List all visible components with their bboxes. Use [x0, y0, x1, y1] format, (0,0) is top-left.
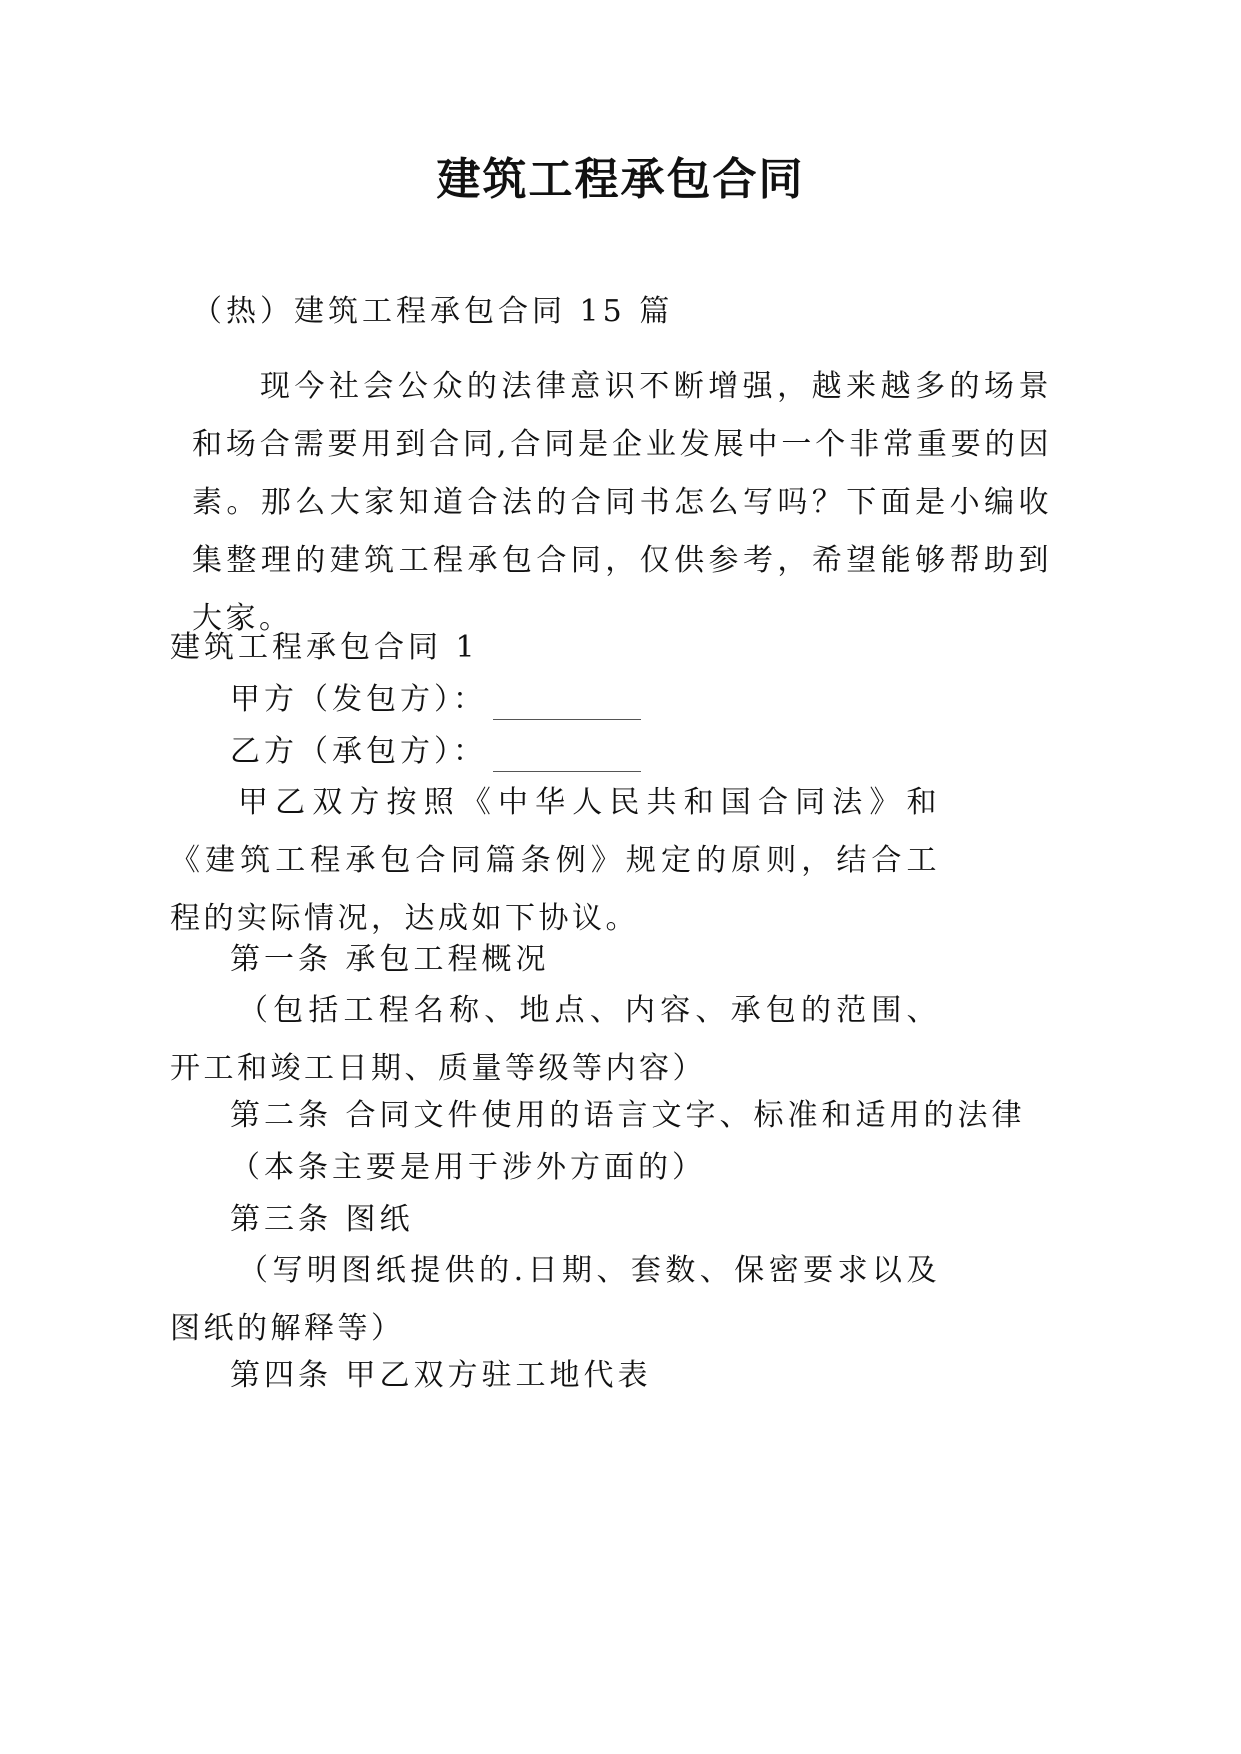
party-a-label: 甲方（发包方）：: [230, 682, 487, 717]
article-2-body: （本条主要是用于涉外方面的）: [230, 1150, 706, 1185]
document-subtitle: （热）建筑工程承包合同 15 篇: [192, 294, 674, 329]
party-b-blank: [493, 741, 641, 772]
article-4-title: 第四条 甲乙双方驻工地代表: [230, 1358, 652, 1393]
preamble-paragraph: 甲乙双方按照《中华人民共和国合同法》和《建筑工程承包合同篇条例》规定的原则，结合工程的实际情况，达成如下协议。: [170, 785, 940, 936]
contract-heading: 建筑工程承包合同 1: [170, 630, 479, 665]
article-2-title: 第二条 合同文件使用的语言文字、标准和适用的法律: [230, 1098, 1026, 1133]
party-a-line: [230, 680, 641, 720]
article-1-body: （包括工程名称、地点、内容、承包的范围、开工和竣工日期、质量等级等内容）: [170, 993, 940, 1086]
article-1-title: 第一条 承包工程概况: [230, 942, 550, 977]
party-b-line: [230, 732, 641, 772]
article-3-title: 第三条 图纸: [230, 1202, 414, 1237]
intro-paragraph: 现今社会公众的法律意识不断增强，越来越多的场景和场合需要用到合同,合同是企业发展中一个非常重要的因素。那么大家知道合法的合同书怎么写吗？下面是小编收集整理的建筑工程承包合同，仅供参考，希望能够帮助到大家。: [192, 369, 1052, 636]
document-title: 建筑工程承包合同: [436, 154, 805, 205]
party-a-blank: [493, 689, 641, 720]
party-b-label: 乙方（承包方）：: [230, 734, 487, 769]
article-3-body: （写明图纸提供的.日期、套数、保密要求以及图纸的解释等）: [170, 1253, 940, 1346]
